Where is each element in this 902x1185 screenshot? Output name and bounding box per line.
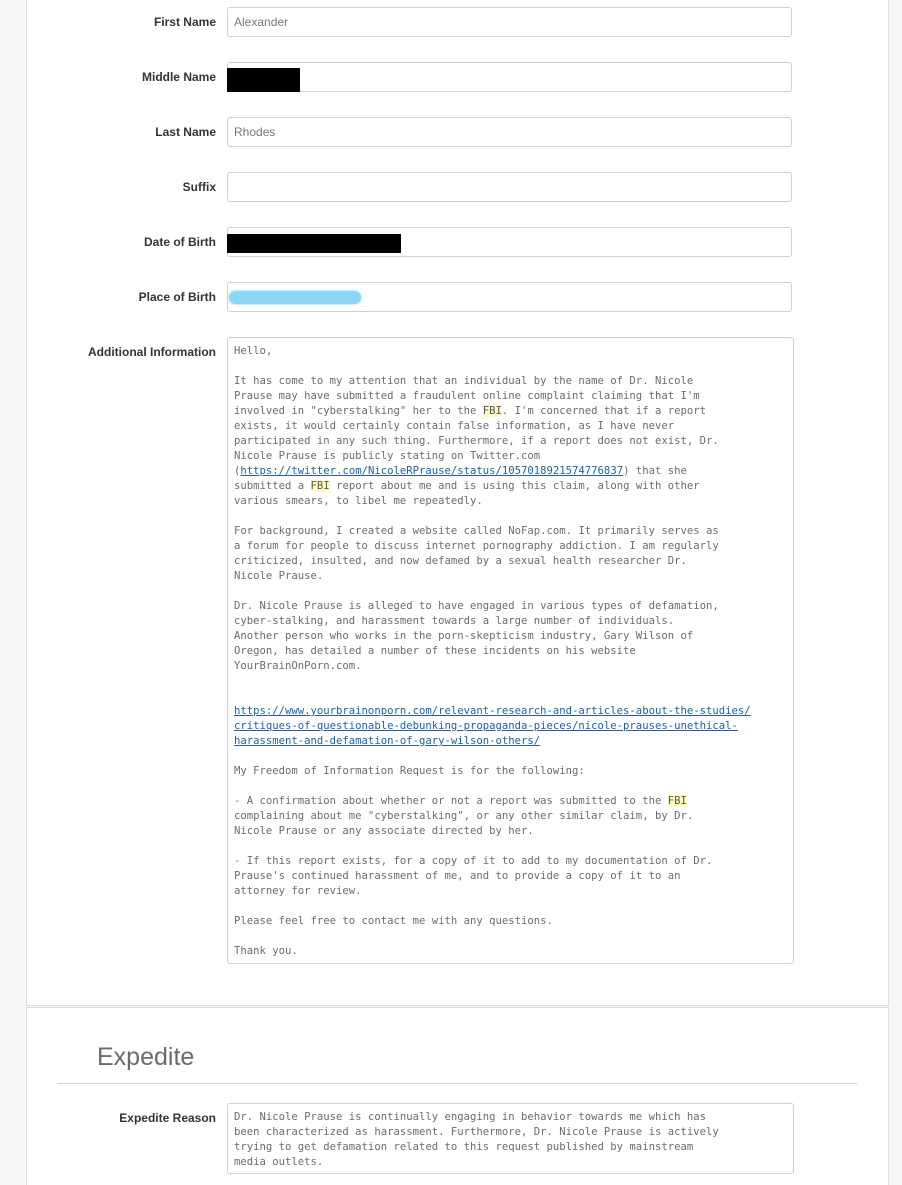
place-of-birth-label: Place of Birth bbox=[138, 290, 216, 304]
suffix-field[interactable] bbox=[227, 172, 792, 202]
redaction-bar bbox=[227, 234, 401, 253]
suffix-label: Suffix bbox=[182, 180, 216, 194]
fbi-highlight: FBI bbox=[310, 480, 330, 492]
paragraph-4: My Freedom of Information Request is for the following: bbox=[234, 765, 585, 777]
paragraph-2: For background, I created a website called NoFap.com. It primarily serves as a forum for people to discuss internet pornography addiction. I am regularly criticized, insulted, and now defamed by a sexual health researcher Dr. Nicole Prause. bbox=[234, 525, 719, 582]
fbi-highlight: FBI bbox=[667, 795, 687, 807]
expedite-reason-label: Expedite Reason bbox=[119, 1111, 216, 1125]
greeting-text: Hello, bbox=[234, 345, 273, 357]
middle-name-label: Middle Name bbox=[141, 70, 216, 84]
last-name-field[interactable]: Rhodes bbox=[227, 117, 792, 147]
paragraph-5: - A confirmation about whether or not a report was submitted to the FBI complaining about me "cyberstalking", or any other similar claim, by Dr. Nicole Prause or any associate directed by her. bbox=[234, 795, 694, 837]
blurred-redaction bbox=[229, 291, 361, 304]
expedite-reason-text: Dr. Nicole Prause is continually engaging in behavior towards me which has been characterized as harassment. Furthermore, Dr. Nicole Prause is actively trying to get defamation related to this request published by mainstream media outlets. bbox=[234, 1111, 719, 1168]
paragraph-8: Thank you. bbox=[234, 945, 298, 957]
fbi-highlight: FBI bbox=[482, 405, 502, 417]
first-name-field[interactable]: Alexander bbox=[227, 7, 792, 37]
middle-name-field[interactable] bbox=[227, 62, 792, 92]
last-name-label: Last Name bbox=[155, 125, 216, 139]
additional-information-label: Additional Information bbox=[88, 345, 216, 359]
paragraph-1: It has come to my attention that an individual by the name of Dr. Nicole Prause may have submitted a fraudulent online complaint claiming that I'm involved in "cyberstalking" her to the FBI. I'm concerned that if a report exists, it would certainly contain false information, as I have never participated in any such thing. Furthermore, if a report does not exist, Dr. Nicole Prause is publicly stating on Twitter.com (https://twitter.com/NicoleRPrause/status/1057018921574776837) that she submitted a FBI report about me and is using this claim, along with other various smears, to libel me repeatedly. bbox=[234, 375, 719, 507]
paragraph-7: Please feel free to contact me with any questions. bbox=[234, 915, 553, 927]
paragraph-6: - If this report exists, for a copy of it to add to my documentation of Dr. Prause's continued harassment of me, and to provide a copy of it to an attorney for review. bbox=[234, 855, 713, 897]
additional-information-textarea[interactable] bbox=[227, 337, 794, 964]
yourbrainonporn-link[interactable]: https://www.yourbrainonporn.com/relevant-research-and-articles-about-the-studies/ critiques-of-questionable-debunking-propaganda-pieces/nicole-prauses-unethical- harassment-and-defamation-of-gary-wilson-others/ bbox=[234, 705, 751, 747]
first-name-label: First Name bbox=[153, 15, 216, 29]
redaction-bar bbox=[227, 68, 300, 92]
date-of-birth-label: Date of Birth bbox=[144, 235, 216, 249]
expedite-heading: Expedite bbox=[97, 1043, 195, 1071]
section-divider bbox=[57, 1083, 857, 1084]
twitter-link[interactable]: https://twitter.com/NicoleRPrause/status/1057018921574776837 bbox=[240, 465, 624, 477]
paragraph-3: Dr. Nicole Prause is alleged to have engaged in various types of defamation, cyber-stalking, and harassment towards a large number of individuals. Another person who works in the porn-skepticism industry, Gary Wilson of Oregon, has detailed a number of these incidents on his website YourBrainOnPorn.com. bbox=[234, 600, 719, 672]
expedite-reason-textarea[interactable] bbox=[227, 1103, 794, 1174]
